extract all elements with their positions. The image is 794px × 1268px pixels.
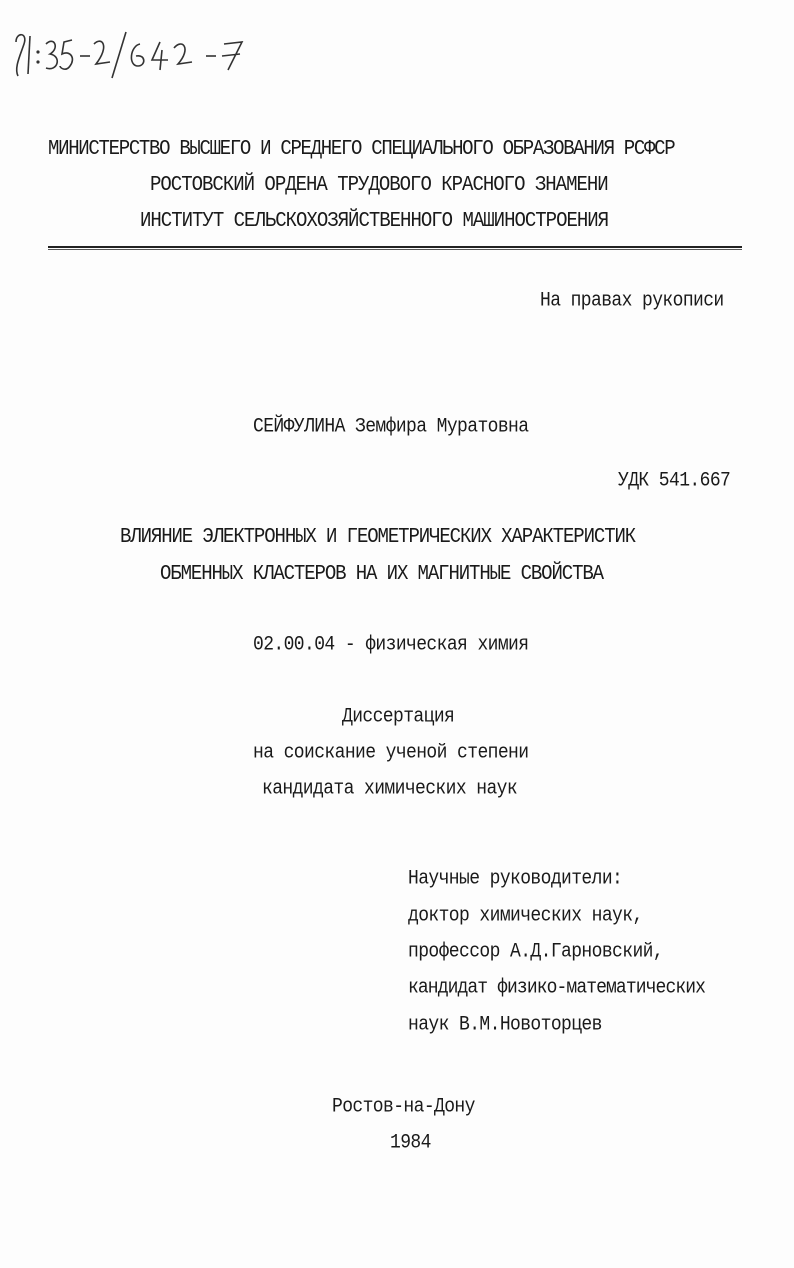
institute-name-line: ИНСТИТУТ СЕЛЬСКОХОЗЯЙСТВЕННОГО МАШИНОСТРОЕНИЯ [140, 208, 609, 233]
degree-line-3: кандидата химических наук [262, 778, 518, 801]
specialty-code: 02.00.04 - физическая химия [253, 634, 529, 657]
header-divider [48, 246, 742, 248]
handwritten-catalog-number [10, 22, 250, 80]
city: Ростов-на-Дону [332, 1096, 475, 1119]
manuscript-rights-note: На правах рукописи [540, 290, 724, 313]
degree-line-2: на соискание ученой степени [253, 742, 529, 765]
degree-line-1: Диссертация [342, 706, 455, 729]
udc-code: УДК 541.667 [618, 470, 731, 493]
supervisor-2-name: наук В.М.Новоторцев [408, 1014, 602, 1037]
year: 1984 [390, 1132, 431, 1155]
institute-order-line: РОСТОВСКИЙ ОРДЕНА ТРУДОВОГО КРАСНОГО ЗНАМЕНИ [150, 172, 608, 197]
ministry-line: МИНИСТЕРСТВО ВЫСШЕГО И СРЕДНЕГО СПЕЦИАЛЬНОГО ОБРАЗОВАНИЯ РСФСР [48, 136, 675, 161]
author-name: СЕЙФУЛИНА Земфира Муратовна [253, 416, 529, 439]
header-divider-shadow [48, 249, 742, 250]
supervisor-2-degree: кандидат физико-математических [408, 977, 706, 1000]
supervisor-1-name: профессор А.Д.Гарновский, [408, 941, 664, 964]
supervisor-1-degree: доктор химических наук, [408, 905, 643, 928]
handwritten-note-drawing [10, 22, 250, 80]
dissertation-title-line-1: ВЛИЯНИЕ ЭЛЕКТРОННЫХ И ГЕОМЕТРИЧЕСКИХ ХАРАКТЕРИСТИК [120, 524, 636, 549]
supervisors-heading: Научные руководители: [408, 868, 623, 891]
dissertation-title-line-2: ОБМЕННЫХ КЛАСТЕРОВ НА ИХ МАГНИТНЫЕ СВОЙСТВА [160, 561, 603, 586]
